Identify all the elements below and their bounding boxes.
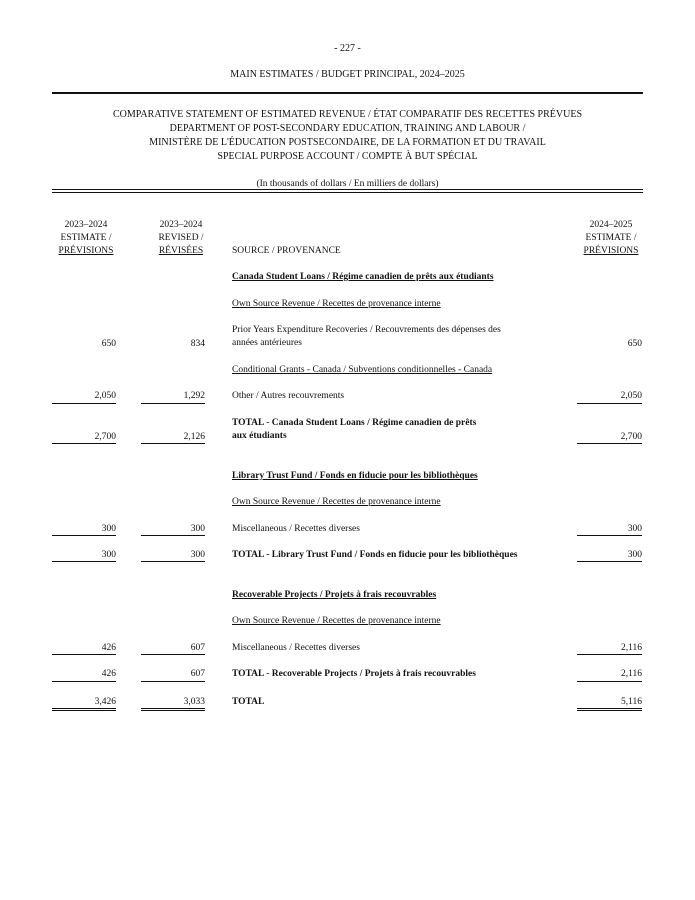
section-heading-canada-student-loans: Canada Student Loans / Régime canadien de prêts aux étudiants bbox=[232, 272, 494, 282]
row-label-prior-years-line2: années antérieures bbox=[232, 338, 302, 348]
misc-ltf-col2: 300 bbox=[190, 524, 205, 534]
title-rule-bottom bbox=[52, 192, 643, 193]
col2-header bbox=[142, 219, 220, 258]
col3-header-year: 2024–2025 bbox=[589, 220, 633, 230]
total-rp-col1: 426 bbox=[101, 669, 116, 679]
misc-rp-col1: 426 bbox=[101, 643, 116, 653]
misc-rp-underline-col3 bbox=[577, 654, 642, 655]
page-number: - 227 - bbox=[334, 43, 361, 54]
other-underline-col2 bbox=[141, 403, 205, 404]
total-ltf-col2: 300 bbox=[190, 550, 205, 560]
total-csl-col1: 2,700 bbox=[94, 432, 116, 442]
col1-header-fr: PRÉVISIONS bbox=[58, 246, 114, 256]
running-header: MAIN ESTIMATES / BUDGET PRINCIPAL, 2024–2025 bbox=[230, 69, 465, 80]
row-label-misc-rp: Miscellaneous / Recettes diverses bbox=[232, 643, 360, 653]
title-line-2: DEPARTMENT OF POST-SECONDARY EDUCATION, TRAINING AND LABOUR / bbox=[169, 123, 526, 134]
col1-header-year: 2023–2024 bbox=[64, 220, 108, 230]
col3-header-type: ESTIMATE / bbox=[585, 233, 637, 243]
source-header: SOURCE / PROVENANCE bbox=[232, 246, 341, 256]
row-label-misc-ltf: Miscellaneous / Recettes diverses bbox=[232, 524, 360, 534]
other-col2: 1,292 bbox=[183, 391, 205, 401]
col2-header-fr: RÉVISÉES bbox=[158, 246, 204, 256]
title-line-1: COMPARATIVE STATEMENT OF ESTIMATED REVENUE / ÉTAT COMPARATIF DES RECETTES PRÉVUES bbox=[113, 109, 582, 120]
total-rp-underline-col3 bbox=[577, 681, 642, 682]
row-label-grand-total: TOTAL bbox=[232, 697, 265, 707]
other-underline-col3 bbox=[577, 403, 642, 404]
col2-header-type: REVISED / bbox=[158, 233, 204, 243]
row-label-total-canada-student-loans bbox=[232, 417, 532, 443]
total-csl-line1: TOTAL - Canada Student Loans / Régime canadien de prêts bbox=[232, 418, 477, 428]
row-label-prior-years bbox=[232, 324, 532, 350]
total-ltf-col3: 300 bbox=[627, 550, 642, 560]
prior-years-col2: 834 bbox=[190, 339, 205, 349]
subheading-own-source-ltf: Own Source Revenue / Recettes de provenance interne bbox=[232, 497, 441, 507]
misc-rp-underline-col2 bbox=[141, 654, 205, 655]
total-csl-col2: 2,126 bbox=[183, 432, 205, 442]
grand-total-double-underline-col2 bbox=[141, 708, 205, 711]
total-ltf-underline-col2 bbox=[141, 561, 205, 562]
total-csl-line2: aux étudiants bbox=[232, 431, 287, 441]
misc-ltf-col1: 300 bbox=[101, 524, 116, 534]
col2-header-year: 2023–2024 bbox=[159, 220, 203, 230]
misc-rp-underline-col1 bbox=[52, 654, 116, 655]
misc-ltf-underline-col1 bbox=[52, 535, 116, 536]
col3-header bbox=[572, 219, 650, 258]
units-note: (In thousands of dollars / En milliers de dollars) bbox=[256, 179, 439, 189]
prior-years-col3: 650 bbox=[627, 339, 642, 349]
total-rp-col3: 2,116 bbox=[620, 669, 642, 679]
total-ltf-underline-col3 bbox=[577, 561, 642, 562]
total-rp-underline-col1 bbox=[52, 681, 116, 682]
section-heading-recoverable-projects: Recoverable Projects / Projets à frais recouvrables bbox=[232, 590, 437, 600]
misc-rp-col3: 2,116 bbox=[620, 643, 642, 653]
row-label-total-ltf: TOTAL - Library Trust Fund / Fonds en fiducie pour les bibliothèques bbox=[232, 550, 518, 560]
grand-total-double-underline-col1 bbox=[52, 708, 116, 711]
other-col1: 2,050 bbox=[94, 391, 116, 401]
total-ltf-col1: 300 bbox=[101, 550, 116, 560]
row-label-other: Other / Autres recouvrements bbox=[232, 391, 345, 401]
subheading-conditional-grants: Conditional Grants - Canada / Subventions conditionnelles - Canada bbox=[232, 365, 493, 375]
grand-total-col2: 3,033 bbox=[183, 697, 205, 707]
grand-total-double-underline-col3 bbox=[577, 708, 642, 711]
misc-ltf-underline-col2 bbox=[141, 535, 205, 536]
title-line-3: MINISTÈRE DE L'ÉDUCATION POSTSECONDAIRE, DE LA FORMATION ET DU TRAVAIL bbox=[149, 137, 546, 148]
section-heading-library-trust-fund: Library Trust Fund / Fonds en fiducie pour les bibliothèques bbox=[232, 471, 478, 481]
total-rp-col2: 607 bbox=[190, 669, 205, 679]
prior-years-col1: 650 bbox=[101, 339, 116, 349]
total-csl-underline-col2 bbox=[141, 443, 205, 444]
subheading-own-source: Own Source Revenue / Recettes de provenance interne bbox=[232, 299, 441, 309]
col3-header-fr: PRÉVISIONS bbox=[583, 246, 639, 256]
total-csl-underline-col3 bbox=[577, 443, 642, 444]
misc-rp-col2: 607 bbox=[190, 643, 205, 653]
other-underline-col1 bbox=[52, 403, 116, 404]
header-rule bbox=[52, 92, 643, 94]
misc-ltf-underline-col3 bbox=[577, 535, 642, 536]
grand-total-col3: 5,116 bbox=[620, 697, 642, 707]
total-rp-underline-col2 bbox=[141, 681, 205, 682]
title-line-4: SPECIAL PURPOSE ACCOUNT / COMPTE À BUT SPÉCIAL bbox=[217, 151, 478, 162]
col1-header-type: ESTIMATE / bbox=[60, 233, 112, 243]
col1-header bbox=[47, 219, 125, 258]
other-col3: 2,050 bbox=[620, 391, 642, 401]
misc-ltf-col3: 300 bbox=[627, 524, 642, 534]
title-rule-top bbox=[52, 189, 643, 190]
row-label-prior-years-line1: Prior Years Expenditure Recoveries / Recouvrements des dépenses des bbox=[232, 325, 501, 335]
subheading-own-source-rp: Own Source Revenue / Recettes de provenance interne bbox=[232, 616, 441, 626]
total-csl-col3: 2,700 bbox=[620, 432, 642, 442]
total-csl-underline-col1 bbox=[52, 443, 116, 444]
total-ltf-underline-col1 bbox=[52, 561, 116, 562]
grand-total-col1: 3,426 bbox=[94, 697, 116, 707]
row-label-total-rp: TOTAL - Recoverable Projects / Projets à frais recouvrables bbox=[232, 669, 476, 679]
